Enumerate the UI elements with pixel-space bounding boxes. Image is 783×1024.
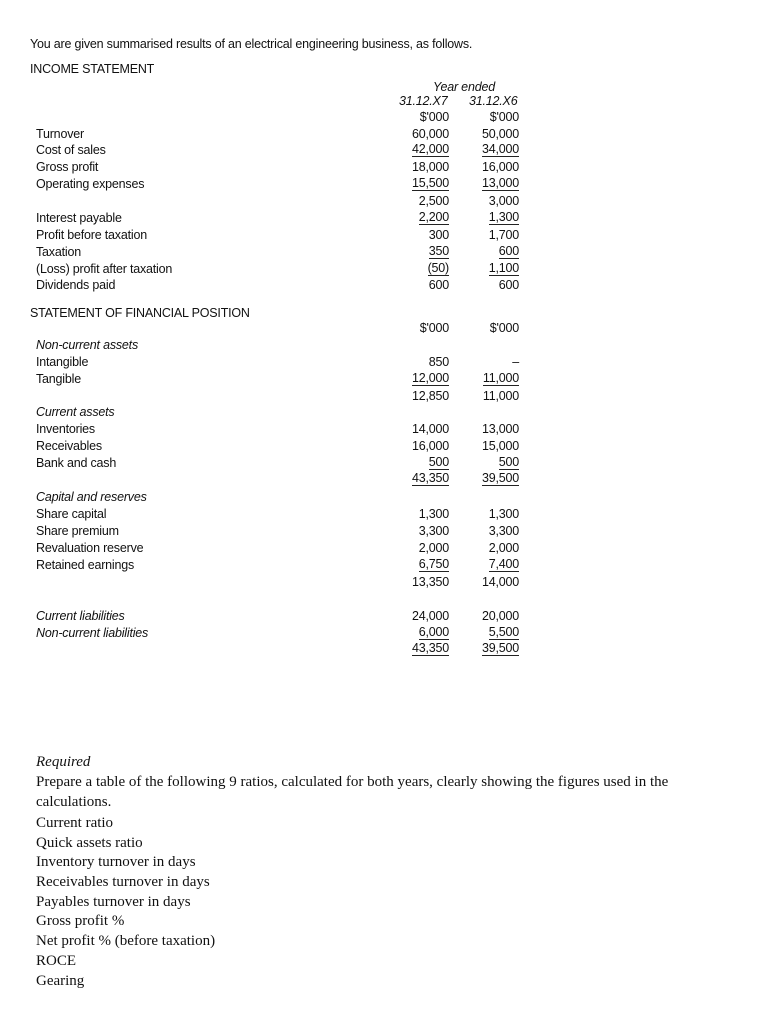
value-x7: 12,850 [411, 389, 449, 403]
ratio-item: Net profit % (before taxation) [36, 933, 216, 949]
row-label: Current liabilities [36, 609, 125, 623]
sofp-unit-col1: $'000 [419, 321, 449, 335]
intro-text: You are given summarised results of an electrical engineering business, as follows. [30, 37, 473, 51]
col2-date: 31.12.X6 [469, 94, 518, 108]
value-x6: 16,000 [481, 160, 519, 174]
value-x7: 13,350 [411, 575, 449, 589]
ratio-item: Gearing [36, 973, 85, 989]
value-x6: 13,000 [481, 422, 519, 436]
value-x6: 600 [498, 244, 519, 258]
value-x6: 1,300 [488, 507, 519, 521]
income-unit-col2: $'000 [489, 110, 519, 124]
value-x6: – [512, 355, 519, 369]
value-x6: 20,000 [481, 609, 519, 623]
ratio-item: Current ratio [36, 815, 114, 831]
value-x6: 600 [498, 278, 519, 292]
row-label: Intangible [36, 355, 89, 369]
required-instruction-line1: Prepare a table of the following 9 ratios, calculated for both years, clearly showing the figures used in the [36, 774, 669, 790]
ratio-item: Payables turnover in days [36, 894, 191, 910]
value-x6: 1,300 [488, 210, 519, 224]
value-x7: 2,000 [418, 541, 449, 555]
value-x7: 1,300 [418, 507, 449, 521]
value-x7: 14,000 [411, 422, 449, 436]
value-x6: 11,000 [482, 371, 519, 385]
row-label: Revaluation reserve [36, 541, 144, 555]
capital-reserves-heading: Capital and reserves [36, 490, 147, 504]
value-x7: 43,350 [411, 641, 449, 655]
value-x6: 14,000 [481, 575, 519, 589]
value-x6: 15,000 [481, 439, 519, 453]
row-label: Gross profit [36, 160, 99, 174]
non-current-assets-heading: Non-current assets [36, 338, 138, 352]
value-x7: 850 [428, 355, 449, 369]
row-label: (Loss) profit after taxation [36, 262, 173, 276]
value-x7: 24,000 [411, 609, 449, 623]
value-x7: 2,200 [418, 210, 449, 224]
value-x6: 50,000 [481, 127, 519, 141]
row-label: Share capital [36, 507, 107, 521]
value-x7: 60,000 [411, 127, 449, 141]
value-x7: 16,000 [411, 439, 449, 453]
value-x7: 3,300 [418, 524, 449, 538]
value-x7: 42,000 [411, 142, 449, 156]
ratio-item: Gross profit % [36, 913, 125, 929]
value-x6: 3,300 [488, 524, 519, 538]
value-x7: 6,000 [418, 625, 449, 639]
value-x6: 1,700 [488, 228, 519, 242]
required-instruction-line2: calculations. [36, 794, 112, 810]
row-label: Non-current liabilities [36, 626, 149, 640]
value-x7: 12,000 [411, 371, 449, 385]
row-label: Interest payable [36, 211, 122, 225]
row-label: Retained earnings [36, 558, 135, 572]
col1-date: 31.12.X7 [399, 94, 448, 108]
value-x7: (50) [427, 261, 449, 275]
sofp-unit-col2: $'000 [489, 321, 519, 335]
row-label: Share premium [36, 524, 119, 538]
row-label: Tangible [36, 372, 81, 386]
ratio-item: Inventory turnover in days [36, 854, 196, 870]
value-x7: 500 [428, 455, 449, 469]
value-x6: 500 [498, 455, 519, 469]
ratio-item: Receivables turnover in days [36, 874, 210, 890]
row-label: Turnover [36, 127, 84, 141]
value-x7: 2,500 [418, 194, 449, 208]
row-label: Cost of sales [36, 143, 106, 157]
value-x6: 7,400 [488, 557, 519, 571]
value-x6: 11,000 [482, 389, 519, 403]
row-label: Bank and cash [36, 456, 117, 470]
sofp-title: STATEMENT OF FINANCIAL POSITION [30, 306, 250, 320]
ratio-item: ROCE [36, 953, 77, 969]
current-assets-heading: Current assets [36, 405, 115, 419]
row-label: Inventories [36, 422, 95, 436]
required-heading: Required [36, 754, 91, 770]
value-x6: 34,000 [481, 142, 519, 156]
value-x6: 5,500 [488, 625, 519, 639]
ratio-item: Quick assets ratio [36, 835, 143, 851]
row-label: Receivables [36, 439, 102, 453]
value-x6: 39,500 [481, 641, 519, 655]
value-x7: 43,350 [411, 471, 449, 485]
row-label: Profit before taxation [36, 228, 147, 242]
value-x7: 350 [428, 244, 449, 258]
value-x7: 300 [428, 228, 449, 242]
value-x7: 15,500 [411, 176, 449, 190]
value-x6: 3,000 [488, 194, 519, 208]
row-label: Operating expenses [36, 177, 145, 191]
row-label: Taxation [36, 245, 81, 259]
value-x6: 2,000 [488, 541, 519, 555]
income-statement-title: INCOME STATEMENT [30, 62, 155, 76]
value-x6: 1,100 [488, 261, 519, 275]
value-x7: 600 [428, 278, 449, 292]
income-unit-col1: $'000 [419, 110, 449, 124]
value-x7: 18,000 [411, 160, 449, 174]
value-x6: 39,500 [481, 471, 519, 485]
year-ended-heading: Year ended [433, 80, 495, 94]
value-x6: 13,000 [481, 176, 519, 190]
row-label: Dividends paid [36, 278, 116, 292]
value-x7: 6,750 [418, 557, 449, 571]
